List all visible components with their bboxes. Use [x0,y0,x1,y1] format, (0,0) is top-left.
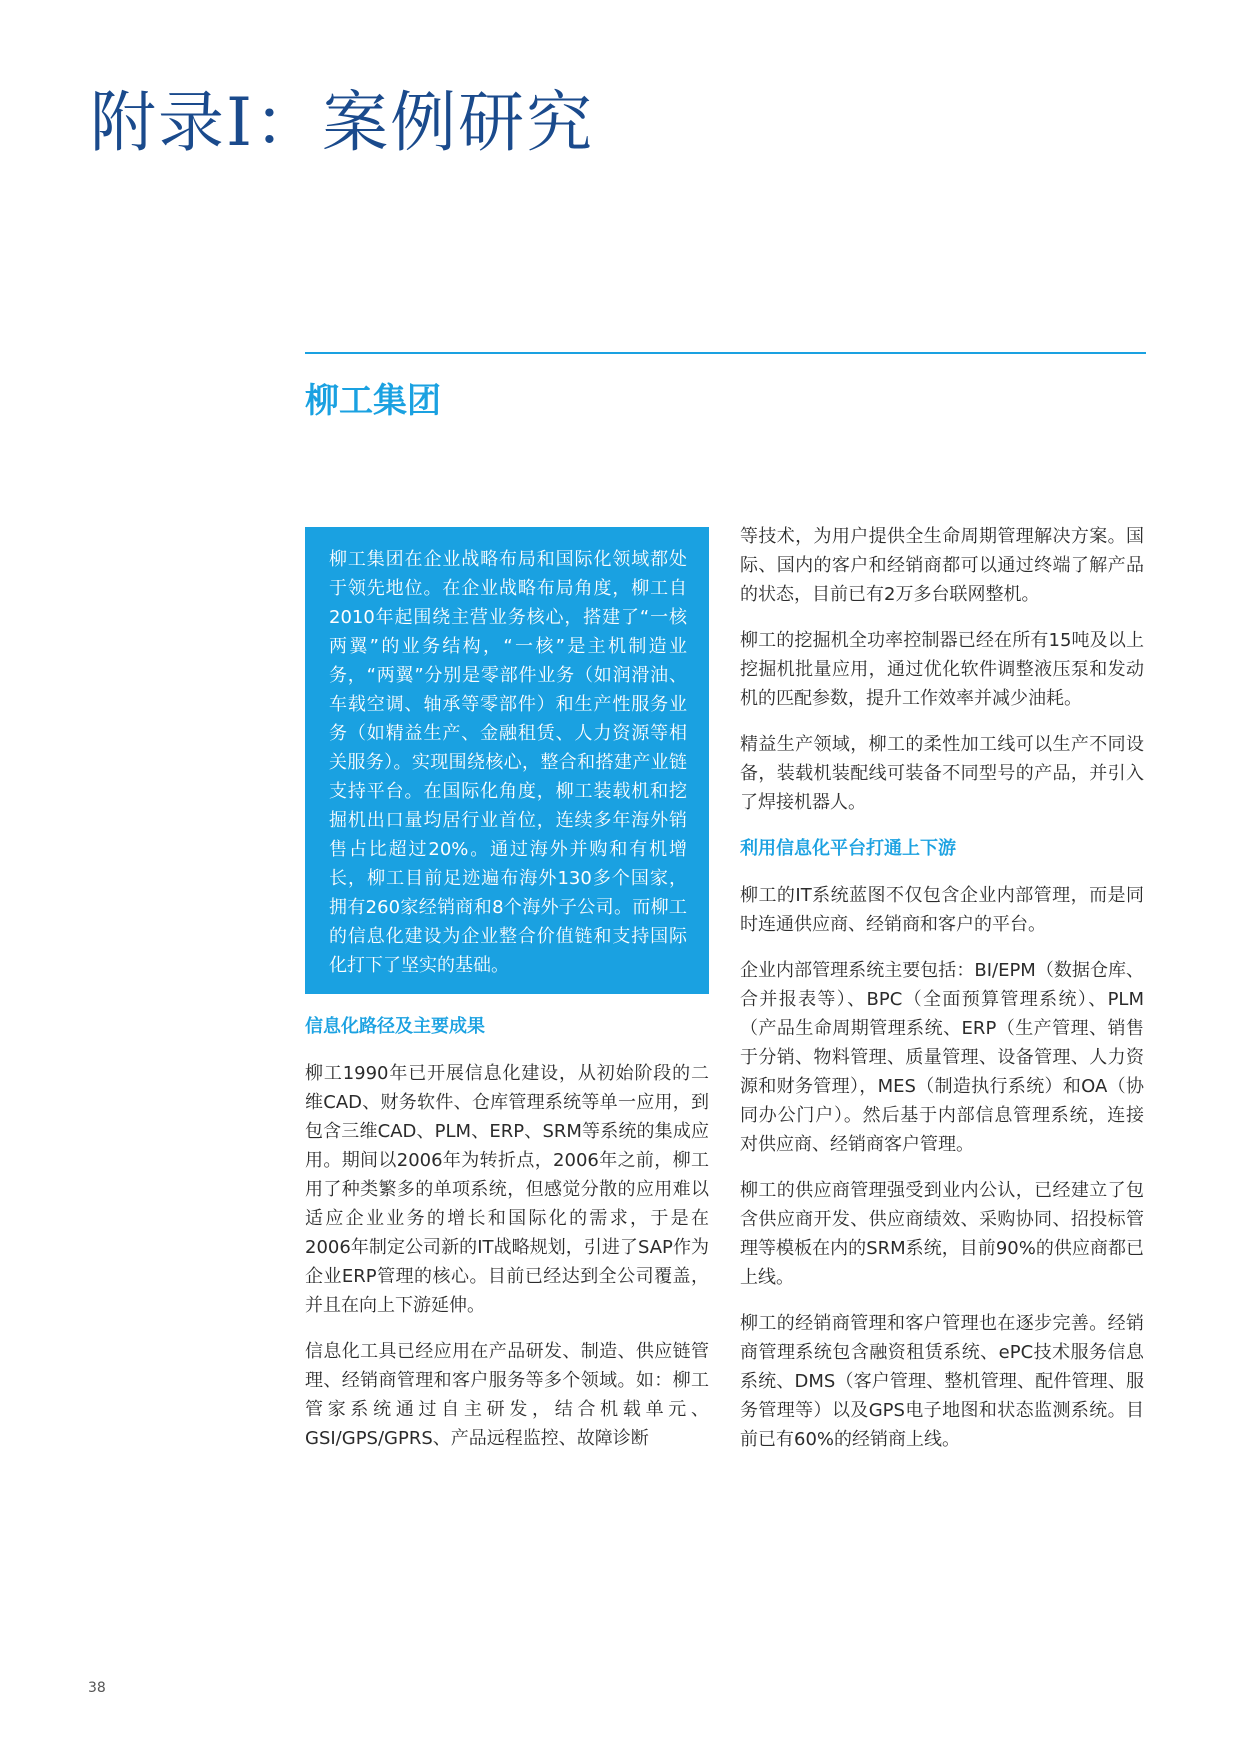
subheading-it-path: 信息化路径及主要成果 [305,1016,485,1037]
paragraph: 企业内部管理系统主要包括：BI/EPM（数据仓库、合并报表等）、BPC（全面预算管理系统）、PLM（产品生命周期管理系统、ERP（生产管理、销售于分销、物料管理、质量管理、设备管理、人力资源和财务管理），MES（制造执行系统）和OA（协同办公门户）。然后基于内部信息管理系统，连接对供应商、经销商客户管理。 [740,960,1144,1155]
paragraph: 信息化工具已经应用在产品研发、制造、供应链管理、经销商管理和客户服务等多个领域。如：柳工管家系统通过自主研发，结合机载单元、GSI/GPS/GPRS、产品远程监控、故障诊断 [305,1341,709,1449]
paragraph: 柳工的挖掘机全功率控制器已经在所有15吨及以上挖掘机批量应用，通过优化软件调整液压泵和发动机的匹配参数，提升工作效率并减少油耗。 [740,630,1144,709]
section-title: 柳工集团 [305,381,441,421]
section-divider [305,352,1146,354]
left-column [305,527,709,1470]
right-column [740,522,1144,1471]
page-number: 38 [88,1680,106,1696]
paragraph: 等技术，为用户提供全生命周期管理解决方案。国际、国内的客户和经销商都可以通过终端了解产品的状态，目前已有2万多台联网整机。 [740,526,1144,605]
paragraph: 柳工的供应商管理强受到业内公认，已经建立了包含供应商开发、供应商绩效、采购协同、招投标管理等模板在内的SRM系统，目前90%的供应商都已上线。 [740,1180,1144,1288]
subheading-upstream-downstream: 利用信息化平台打通上下游 [740,838,956,859]
paragraph: 柳工的经销商管理和客户管理也在逐步完善。经销商管理系统包含融资租赁系统、ePC技术服务信息系统、DMS（客户管理、整机管理、配件管理、服务管理等）以及GPS电子地图和状态监测系统。目前已有60%的经销商上线。 [740,1313,1144,1450]
paragraph: 柳工1990年已开展信息化建设，从初始阶段的二维CAD、财务软件、仓库管理系统等单一应用，到包含三维CAD、PLM、ERP、SRM等系统的集成应用。期间以2006年为转折点，2006年之前，柳工用了种类繁多的单项系统，但感觉分散的应用难以适应企业业务的增长和国际化的需求，于是在2006年制定公司新的IT战略规划，引进了SAP作为企业ERP管理的核心。目前已经达到全公司覆盖，并且在向上下游延伸。 [305,1063,709,1316]
summary-callout-box [305,527,709,994]
page-title: 附录I：案例研究 [90,84,595,161]
callout-text: 柳工集团在企业战略布局和国际化领域都处于领先地位。在企业战略布局角度，柳工自2010年起围绕主营业务核心，搭建了“一核两翼”的业务结构，“一核”是主机制造业务，“两翼”分别是零部件业务（如润滑油、车载空调、轴承等零部件）和生产性服务业务（如精益生产、金融租赁、人力资源等相关服务）。实现围绕核心，整合和搭建产业链支持平台。在国际化角度，柳工装载机和挖掘机出口量均居行业首位，连续多年海外销售占比超过20%。通过海外并购和有机增长，柳工目前足迹遍布海外130多个国家，拥有260家经销商和8个海外子公司。而柳工的信息化建设为企业整合价值链和支持国际化打下了坚实的基础。 [329,549,687,976]
paragraph: 柳工的IT系统蓝图不仅包含企业内部管理，而是同时连通供应商、经销商和客户的平台。 [740,885,1144,935]
paragraph: 精益生产领域，柳工的柔性加工线可以生产不同设备，装载机装配线可装备不同型号的产品，并引入了焊接机器人。 [740,734,1144,813]
